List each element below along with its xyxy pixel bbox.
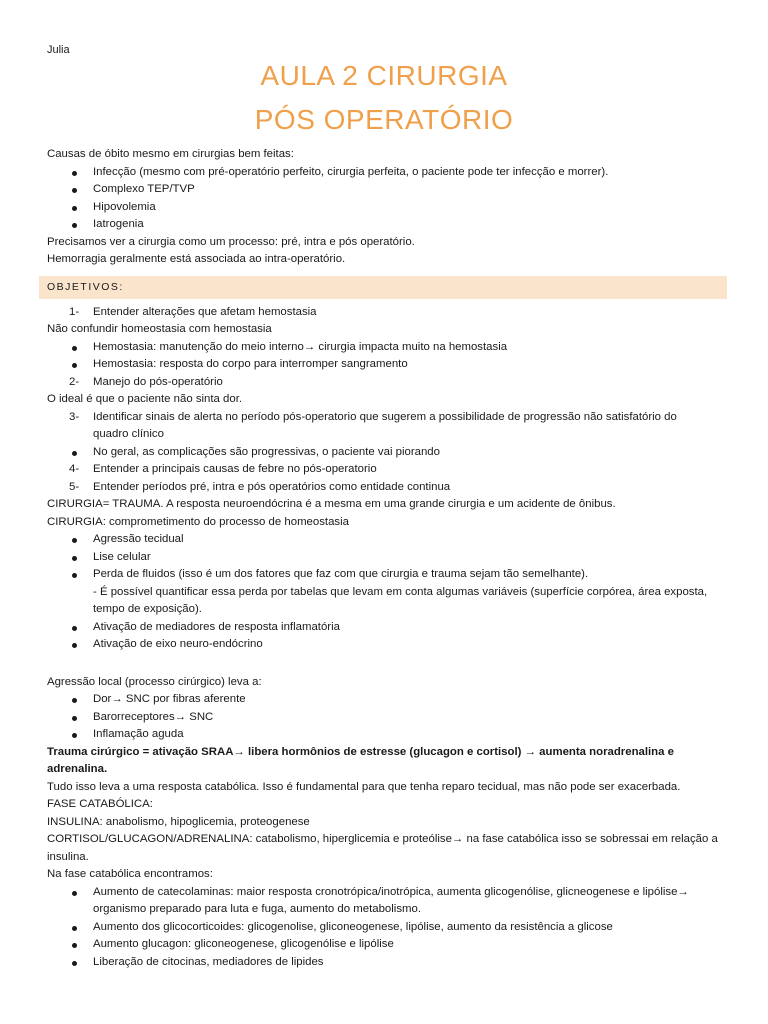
list-item: Ativação de eixo neuro-endócrino — [47, 636, 727, 654]
bullet-icon — [72, 733, 77, 738]
list-item: Hemostasia: manutenção do meio interno→ cirurgia impacta muito na hemostasia — [47, 339, 727, 357]
list-item: Lise celular — [47, 549, 727, 567]
list-item-continuation: - É possível quantificar essa perda por tabelas que levam em conta algumas variáveis (superfície corpórea, área exposta, — [93, 585, 708, 598]
paragraph: Na fase catabólica encontramos: — [47, 868, 213, 880]
bullet-icon — [72, 626, 77, 631]
objetivos-heading: OBJETIVOS: — [39, 276, 727, 299]
bullet-icon — [72, 926, 77, 931]
bullet-icon — [72, 643, 77, 648]
numbered-item: 5- Entender períodos pré, intra e pós operatórios como entidade continua — [69, 480, 451, 493]
bullet-icon — [72, 961, 77, 966]
document-body — [47, 146, 727, 971]
paragraph: O ideal é que o paciente não sinta dor. — [47, 393, 243, 405]
paragraph: INSULINA: anabolismo, hipoglicemia, proteogenese — [47, 815, 310, 828]
list-item: Iatrogenia — [47, 216, 727, 234]
bullet-icon — [72, 346, 77, 351]
list-item: Agressão tecidual — [47, 531, 727, 549]
numbered-item: 4- Entender a principais causas de febre no pós-operatorio — [69, 463, 377, 475]
list-item-continuation: organismo preparado para luta e fuga, aumento do metabolismo. — [93, 903, 421, 915]
list-item: Hemostasia: resposta do corpo para interromper sangramento — [47, 356, 727, 374]
bold-paragraph: adrenalina. — [47, 763, 108, 775]
list-item: Ativação de mediadores de resposta inflamatória — [47, 619, 727, 637]
bullet-icon — [72, 556, 77, 561]
list-item: Liberação de citocinas, mediadores de lipides — [47, 954, 727, 972]
list-item: Complexo TEP/TVP — [47, 181, 727, 199]
numbered-item: 2- Manejo do pós-operatório — [69, 375, 223, 388]
paragraph: Precisamos ver a cirurgia como um processo: pré, intra e pós operatório. — [47, 235, 415, 248]
paragraph: Não confundir homeostasia com hemostasia — [47, 323, 272, 335]
bullet-icon — [72, 363, 77, 368]
numbered-item: 1- Entender alterações que afetam hemostasia — [69, 305, 317, 318]
paragraph: CIRURGIA: comprometimento do processo de homeostasia — [47, 515, 349, 528]
author-name: Julia — [47, 44, 70, 56]
bold-paragraph: Trauma cirúrgico = ativação SRAA→ libera hormônios de estresse (glucagon e cortisol) → aumenta noradrenalina e — [47, 745, 674, 758]
bullet-icon — [72, 171, 77, 176]
paragraph: FASE CATABÓLICA: — [47, 798, 153, 810]
bullet-icon — [72, 188, 77, 193]
title-line-1: AULA 2 CIRURGIA — [260, 60, 508, 91]
numbered-item: 3- Identificar sinais de alerta no período pós-operatorio que sugerem a possibilidade de progressão não satisfatório do — [69, 410, 677, 423]
list-item: Infecção (mesmo com pré-operatório perfeito, cirurgia perfeita, o paciente pode ter infecção e morrer). — [47, 164, 727, 182]
bullet-icon — [72, 206, 77, 211]
spacer — [47, 654, 727, 674]
bullet-icon — [72, 573, 77, 578]
paragraph: CORTISOL/GLUCAGON/ADRENALINA: catabolismo, hiperglicemia e proteólise→ na fase catabólica isso se sobressai em relação a — [47, 833, 718, 845]
list-item: Dor→ SNC por fibras aferente — [47, 691, 727, 709]
list-item-continuation: tempo de exposição). — [93, 603, 202, 615]
list-item: Aumento de catecolaminas: maior resposta cronotrópica/inotrópica, aumenta glicogenólise, glicneogenese e lipólise→ — [47, 884, 727, 902]
paragraph: Hemorragia geralmente está associada ao intra-operatório. — [47, 253, 346, 265]
numbered-item-continuation: quadro clínico — [93, 428, 164, 440]
bullet-icon — [72, 716, 77, 721]
list-item: Barorreceptores→ SNC — [47, 709, 727, 727]
paragraph: insulina. — [47, 850, 89, 863]
bullet-icon — [72, 698, 77, 703]
bullet-icon — [72, 223, 77, 228]
paragraph: Tudo isso leva a uma resposta catabólica. Isso é fundamental para que tenha reparo tecidual, mas não pode ser exacerbada. — [47, 780, 681, 793]
section-heading: Agressão local (processo cirúrgico) leva a: — [47, 675, 262, 688]
bullet-icon — [72, 943, 77, 948]
list-item: Inflamação aguda — [47, 726, 727, 744]
bullet-icon — [72, 538, 77, 543]
list-item: Aumento dos glicocorticoides: glicogenolise, gliconeogenese, lipólise, aumento da resistência a glicose — [47, 919, 727, 937]
list-item: Perda de fluidos (isso é um dos fatores que faz com que cirurgia e trauma sejam tão semelhante). — [47, 566, 727, 584]
list-item: Hipovolemia — [47, 199, 727, 217]
paragraph: CIRURGIA= TRAUMA. A resposta neuroendócrina é a mesma em uma grande cirurgia e um acidente de ônibus. — [47, 498, 616, 510]
bullet-icon — [72, 451, 77, 456]
list-item: Aumento glucagon: gliconeogenese, glicogenólise e lipólise — [47, 936, 727, 954]
list-item: No geral, as complicações são progressivas, o paciente vai piorando — [47, 444, 727, 462]
title-line-2: PÓS OPERATÓRIO — [254, 104, 514, 135]
bullet-icon — [72, 891, 77, 896]
intro-heading: Causas de óbito mesmo em cirurgias bem feitas: — [47, 148, 294, 160]
